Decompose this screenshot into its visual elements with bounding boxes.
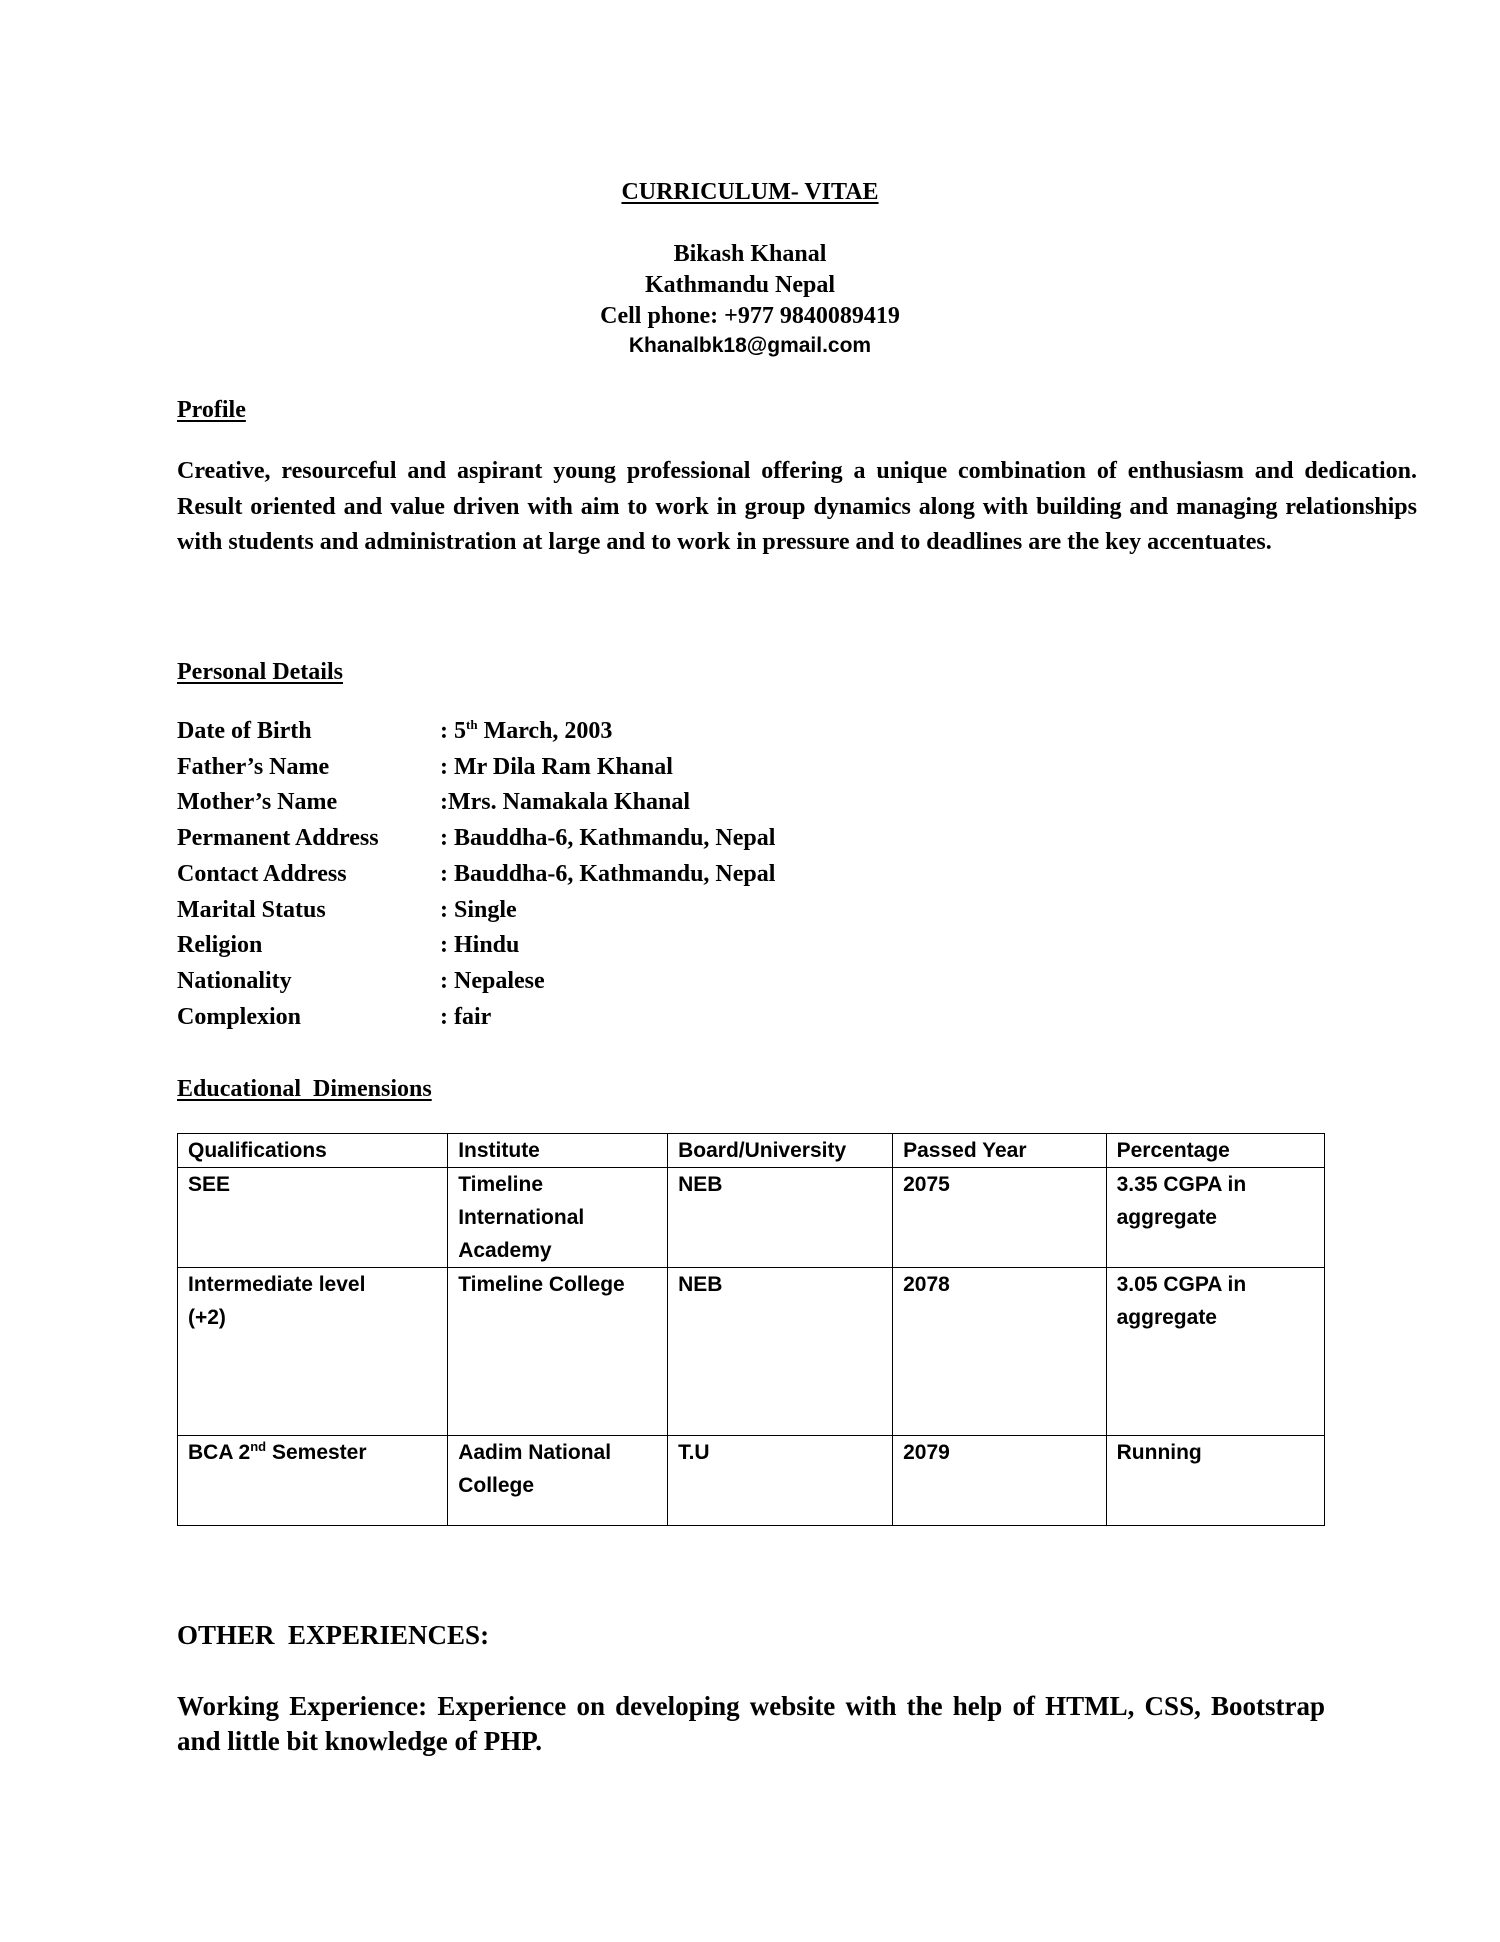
year-cell: 2079 (893, 1436, 1107, 1526)
detail-value: : Hindu (440, 932, 520, 959)
detail-label: Date of Birth (177, 718, 312, 744)
detail-label: Nationality (177, 967, 292, 994)
profile-heading: Profile (177, 397, 246, 423)
detail-value: : Mr Dila Ram Khanal (440, 753, 673, 780)
title-text: CURRICULUM- VITAE (621, 179, 879, 205)
column-header: Board/University (668, 1134, 893, 1168)
detail-label: Contact Address (177, 860, 347, 887)
percentage-cell: Running (1106, 1436, 1324, 1526)
table-header-row (178, 1134, 1325, 1168)
column-header: Passed Year (893, 1134, 1107, 1168)
percentage-cell: 3.35 CGPA in aggregate (1106, 1168, 1324, 1268)
qualification-cell (178, 1436, 448, 1526)
detail-row (177, 821, 775, 857)
dob-rest: March, 2003 (477, 718, 613, 744)
detail-value: : Bauddha-6, Kathmandu, Nepal (440, 825, 776, 852)
profile-text: Creative, resourceful and aspirant young professional offering a unique combination of enthusiasm and dedication. Result oriented and value driven with aim to work in group dynamics along with building and managing relationships with students and administration at large and to work in pressure and to deadlines are the key accentuates. (177, 458, 1417, 556)
personal-details-heading: Personal Details (177, 659, 343, 685)
detail-label: Mother’s Name (177, 789, 338, 816)
column-header: Qualifications (178, 1134, 448, 1168)
table-row (178, 1168, 1325, 1268)
year-cell: 2075 (893, 1168, 1107, 1268)
qualification-cell: Intermediate level (+2) (178, 1268, 448, 1436)
email: Khanalbk18@gmail.com (628, 334, 872, 357)
detail-row (177, 1000, 775, 1036)
detail-value: :Mrs. Namakala Khanal (440, 789, 691, 816)
board-cell: T.U (668, 1436, 893, 1526)
phone: Cell phone: +977 9840089419 (600, 303, 900, 329)
detail-label: Permanent Address (177, 825, 379, 852)
detail-label: Complexion (177, 1003, 302, 1030)
qualification-text: Semester (266, 1441, 367, 1464)
detail-value: : fair (440, 1003, 492, 1030)
institute-cell: Timeline International Academy (448, 1168, 668, 1268)
detail-value: : Nepalese (440, 967, 545, 994)
document-title (0, 178, 1500, 206)
detail-value: : Bauddha-6, Kathmandu, Nepal (440, 860, 776, 887)
working-experience: Working Experience: Experience on developing website with the help of HTML, CSS, Bootstrap and little bit knowledge of PHP. (177, 1691, 1325, 1756)
table-row (178, 1268, 1325, 1436)
institute-cell: Aadim National College (448, 1436, 668, 1526)
dob-suffix: th (466, 717, 478, 732)
column-header: Percentage (1106, 1134, 1324, 1168)
board-cell: NEB (668, 1268, 893, 1436)
detail-row (177, 857, 775, 893)
detail-value: : Single (440, 896, 517, 923)
education-heading: Educational Dimensions (177, 1076, 432, 1102)
other-experiences-heading: OTHER EXPERIENCES: (177, 1620, 490, 1650)
institute-cell: Timeline College (448, 1268, 668, 1436)
detail-row (177, 928, 775, 964)
percentage-cell: 3.05 CGPA in aggregate (1106, 1268, 1324, 1436)
qualification-cell: SEE (178, 1168, 448, 1268)
detail-row (177, 750, 775, 786)
board-cell: NEB (668, 1168, 893, 1268)
location: Kathmandu Nepal (644, 272, 836, 298)
detail-label: Religion (177, 932, 263, 959)
detail-row (177, 785, 775, 821)
education-table (177, 1133, 1325, 1526)
table-row (178, 1436, 1325, 1526)
qualification-text: BCA 2 (188, 1441, 251, 1464)
detail-row (177, 964, 775, 1000)
detail-label: Marital Status (177, 896, 326, 923)
name: Bikash Khanal (673, 241, 827, 267)
column-header: Institute (448, 1134, 668, 1168)
year-cell: 2078 (893, 1268, 1107, 1436)
detail-value (440, 714, 612, 750)
dob-day: : 5 (440, 718, 466, 744)
detail-row (177, 714, 775, 750)
qualification-suffix: nd (250, 1439, 267, 1454)
personal-details-list (177, 714, 775, 1035)
detail-label: Father’s Name (177, 753, 330, 780)
detail-row (177, 893, 775, 929)
